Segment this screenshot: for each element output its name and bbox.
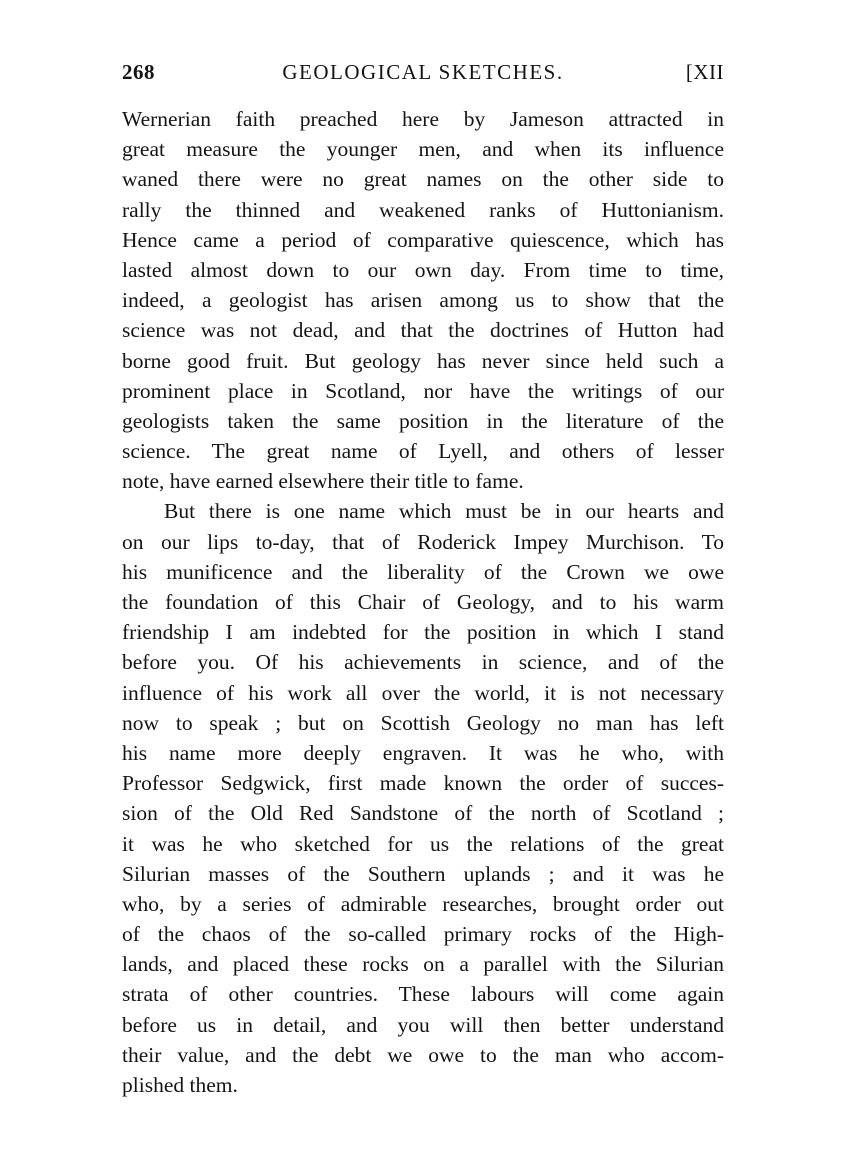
- text-line: of the chaos of the so-called primary rocks of the High-: [122, 922, 724, 947]
- text-line: friendship I am indebted for the position in which I stand: [122, 620, 724, 645]
- text-line: geologists taken the same position in the literature of the: [122, 408, 724, 433]
- text-line: their value, and the debt we owe to the man who accom-: [122, 1042, 724, 1067]
- text-line: influence of his work all over the world, it is not necessary: [122, 680, 724, 705]
- text-line: prominent place in Scotland, nor have the writings of our: [122, 378, 724, 403]
- text-line: strata of other countries. These labours will come again: [122, 982, 724, 1007]
- text-line: Hence came a period of comparative quiescence, which has: [122, 227, 724, 252]
- text-line: lasted almost down to our own day. From time to time,: [122, 257, 724, 282]
- text-line: Silurian masses of the Southern uplands ; and it was he: [122, 861, 724, 886]
- text-line: before you. Of his achievements in science, and of the: [122, 650, 724, 675]
- text-line: it was he who sketched for us the relations of the great: [122, 831, 724, 856]
- paragraph-start-line: But there is one name which must be in our hearts and: [164, 499, 724, 524]
- text-line: his name more deeply engraven. It was he who, with: [122, 740, 724, 765]
- text-line: science. The great name of Lyell, and others of lesser: [122, 439, 724, 464]
- body-text: [122, 104, 724, 1100]
- text-line: great measure the younger men, and when its influence: [122, 137, 724, 162]
- text-line: Professor Sedgwick, first made known the order of succes-: [122, 771, 724, 796]
- running-title: GEOLOGICAL SKETCHES.: [282, 60, 564, 84]
- paragraph-end-line: note, have earned elsewhere their title to fame.: [122, 469, 524, 494]
- text-line: now to speak ; but on Scottish Geology no man has left: [122, 710, 724, 735]
- page-number: 268: [122, 60, 155, 84]
- text-line: lands, and placed these rocks on a parallel with the Silurian: [122, 952, 724, 977]
- text-line: Wernerian faith preached here by Jameson attracted in: [122, 107, 724, 131]
- text-line: science was not dead, and that the doctrines of Hutton had: [122, 318, 724, 343]
- text-line: waned there were no great names on the other side to: [122, 167, 724, 192]
- text-line: indeed, a geologist has arisen among us to show that the: [122, 288, 724, 313]
- text-line: before us in detail, and you will then better understand: [122, 1012, 724, 1037]
- text-line: rally the thinned and weakened ranks of Huttonianism.: [122, 197, 724, 222]
- paragraph-end-line: plished them.: [122, 1073, 238, 1097]
- text-line: his munificence and the liberality of the Crown we owe: [122, 559, 724, 584]
- chapter-mark: [XII: [685, 60, 724, 84]
- text-line: on our lips to-day, that of Roderick Impey Murchison. To: [122, 529, 724, 554]
- text-line: borne good fruit. But geology has never since held such a: [122, 348, 724, 373]
- text-line: sion of the Old Red Sandstone of the north of Scotland ;: [122, 801, 724, 826]
- running-header: [122, 60, 724, 90]
- text-line: who, by a series of admirable researches, brought order out: [122, 891, 724, 916]
- text-line: the foundation of this Chair of Geology, and to his warm: [122, 590, 724, 614]
